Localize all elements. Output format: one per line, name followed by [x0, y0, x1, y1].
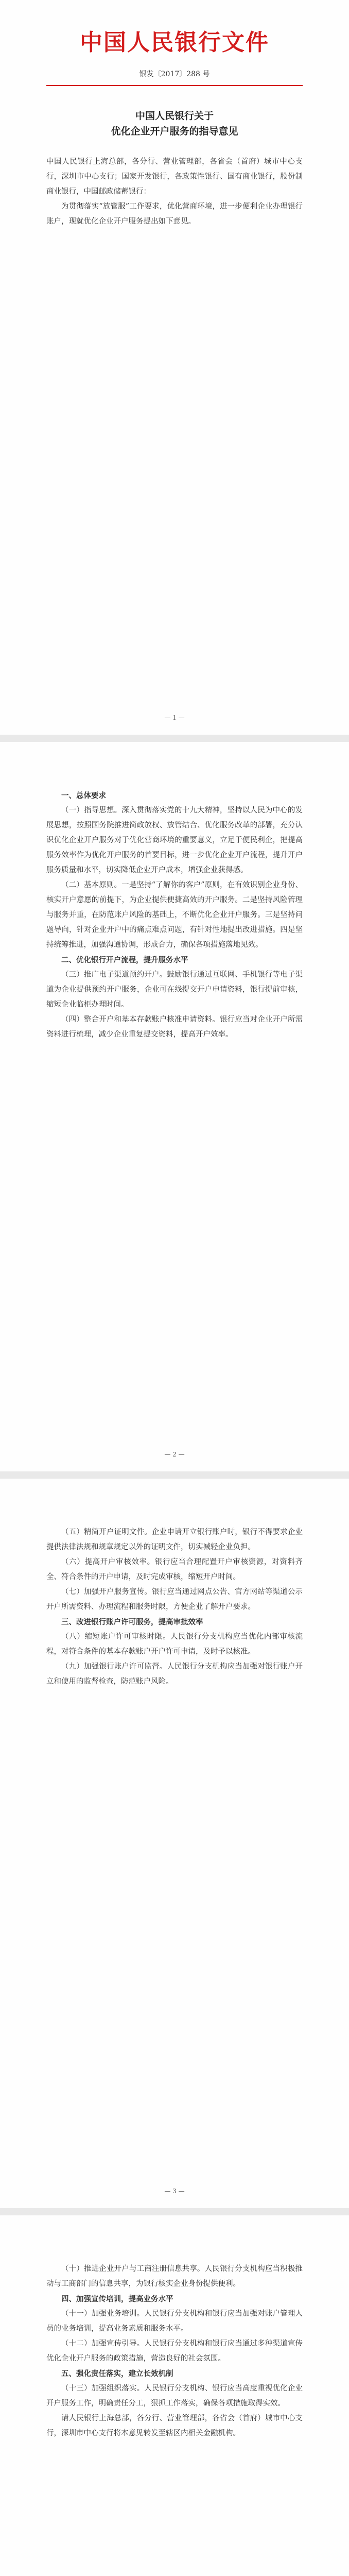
paragraph: （二）基本原则。一是坚持“了解你的客户”原则，在有效识别企业身份、核实开户意愿的前提下，为企业提供便捷高效的开户服务。二是坚持风险管理与服务并重，在防范账户风险的基础上，不断优化企业开户服务。三是坚持问题导向，针对企业开户中的痛点难点问题，有针对性地提出改进措施。四是坚持统筹推进，加强沟通协调，形成合力，确保各项措施落地见效。 [46, 881, 303, 949]
paragraph: 请人民银行上海总部，各分行、营业管理部，各省会（首府）城市中心支行，深圳市中心支行将本意见转发至辖区内相关金融机构。 [46, 2414, 303, 2437]
paragraph: （四）整合开户和基本存款账户核准申请资料。银行应当对企业开户所需资料进行梳理，减少企业重复提交资料，提高开户效率。 [46, 1015, 303, 1039]
paragraph: （八）缩短账户许可审核时限。人民银行分支机构应当优化内部审核流程，对符合条件的基本存款账户开户许可申请，及时予以核准。 [46, 1633, 303, 1656]
document-page-3 [0, 1479, 349, 2215]
page-number: — 3 — [164, 2188, 185, 2195]
document-header-title: 中国人民银行文件 [80, 29, 269, 56]
section-heading: 一、总体要求 [61, 791, 106, 800]
paragraph: （三）推广电子渠道预约开户。鼓励银行通过互联网、手机银行等电子渠道为企业提供预约开户服务，企业可在线提交开户申请资料，银行提前审核，缩短企业临柜办理时间。 [46, 971, 303, 1009]
document-page-4 [0, 2215, 349, 2576]
document-title-line-2: 优化企业开户服务的指导意见 [111, 126, 238, 137]
page-number: — 1 — [164, 714, 185, 721]
document-page-2 [0, 742, 349, 1479]
section-heading: 二、优化银行开户流程，提升服务水平 [61, 956, 188, 964]
paragraph: （五）精简开户证明文件。企业申请开立银行账户时，银行不得要求企业提供法律法规和规章规定以外的证明文件，切实减轻企业负担。 [46, 1528, 303, 1551]
document-title-line-1: 中国人民银行关于 [135, 110, 214, 122]
document-number: 银发〔2017〕288 号 [139, 70, 210, 78]
page-3-body [46, 1525, 303, 1689]
paragraph: （十三）加强组织落实。人民银行分支机构、银行应当高度重视优化企业开户服务工作，明确责任分工，狠抓工作落实，确保各项措施取得实效。 [46, 2384, 303, 2408]
red-divider-line [46, 85, 303, 86]
paragraph: （七）加强开户服务宣传。银行应当通过网点公告、官方网站等渠道公示开户所需资料、办理流程和服务时限，方便企业了解开户要求。 [46, 1588, 303, 1611]
document-page-1 [0, 0, 349, 742]
page-1-body [46, 155, 303, 229]
document-title [46, 108, 303, 139]
paragraph: （十）推进企业开户与工商注册信息共享。人民银行分支机构应当积极推动与工商部门的信息共享，为银行核实企业身份提供便利。 [46, 2265, 303, 2288]
section-heading: 四、加强宣传培训，提高业务水平 [61, 2295, 173, 2303]
section-heading: 三、改进银行账户许可服务，提高审批效率 [61, 1618, 203, 1626]
paragraph: （一）指导思想。深入贯彻落实党的十九大精神，坚持以人民为中心的发展思想，按照国务院推进简政放权、放管结合、优化服务改革的部署，充分认识优化企业开户服务对于优化营商环境的重要意义，立足于便民利企，把提高服务效率作为优化开户服务的首要目标，进一步优化企业开户流程，提升开户服务质量和水平，切实降低企业开户成本，增强企业获得感。 [46, 806, 303, 874]
paragraph: （十二）加强宣传引导。人民银行分支机构和银行应当通过多种渠道宣传优化企业开户服务的政策措施，营造良好的社会氛围。 [46, 2340, 303, 2363]
page-number: — 2 — [164, 1451, 185, 1458]
salutation: 中国人民银行上海总部，各分行、营业管理部，各省会（首府）城市中心支行，深圳市中心支行；国家开发银行，各政策性银行、国有商业银行，股份制商业银行，中国邮政储蓄银行： [46, 158, 303, 196]
paragraph: （九）加强银行账户许可监督。人民银行分支机构应当加强对银行账户开立和使用的监督检查，防范账户风险。 [46, 1663, 303, 1686]
paragraph: （十一）加强业务培训。人民银行分支机构和银行应当加强对账户管理人员的业务培训，提高业务素质和服务水平。 [46, 2310, 303, 2333]
paragraph: （六）提高开户审核效率。银行应当合理配置开户审核资源，对资料齐全、符合条件的开户申请，及时完成审核，缩短开户时间。 [46, 1558, 303, 1581]
section-heading: 五、强化责任落实，建立长效机制 [61, 2369, 173, 2378]
page-2-body [46, 788, 303, 1042]
page-4-body [46, 2262, 303, 2441]
intro-paragraph: 为贯彻落实“放管服”工作要求，优化营商环境，进一步便利企业办理银行账户，现就优化企业开户服务提出如下意见。 [46, 202, 303, 226]
